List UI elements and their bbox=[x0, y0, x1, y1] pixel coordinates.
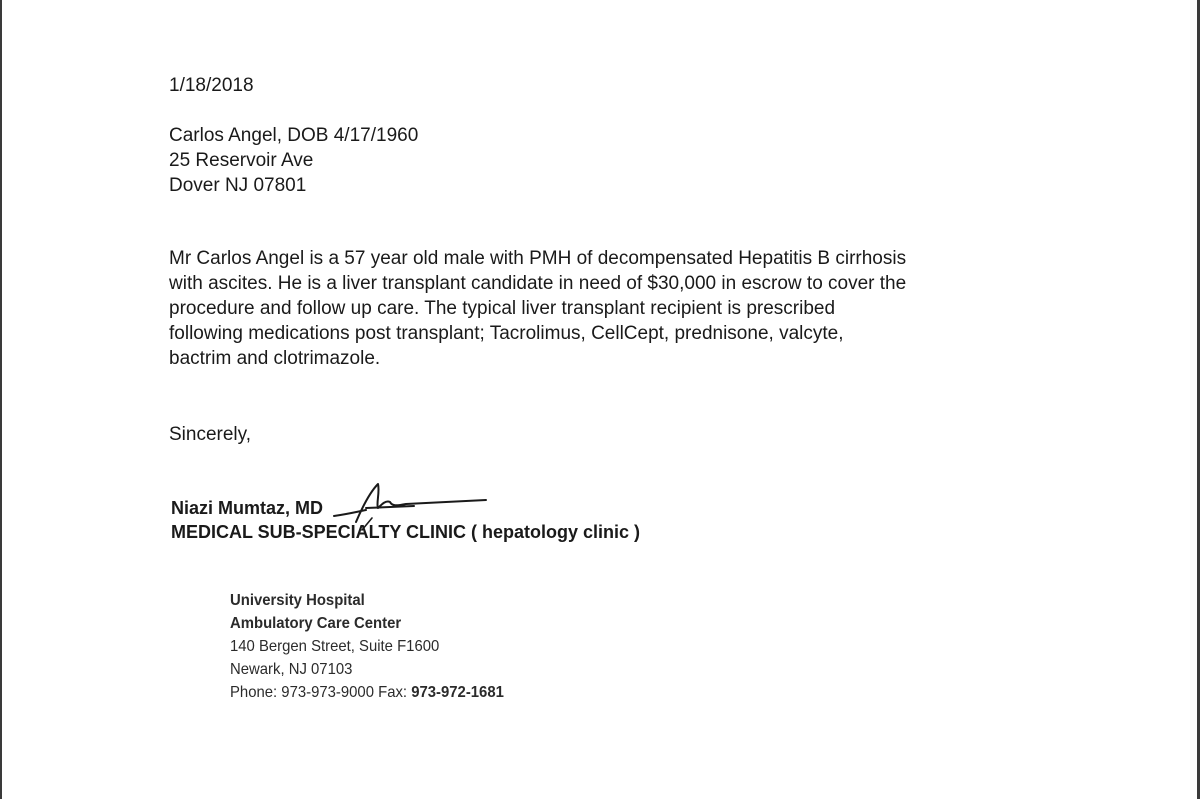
letter-date: 1/18/2018 bbox=[169, 75, 254, 96]
body-line: procedure and follow up care. The typical liver transplant recipient is prescribed bbox=[169, 298, 836, 319]
handwritten-signature-icon bbox=[326, 478, 496, 536]
footer-department: Ambulatory Care Center bbox=[230, 615, 402, 632]
fax-number: 973-972-1681 bbox=[411, 684, 504, 701]
body-line: following medications post transplant; Tacrolimus, CellCept, prednisone, valcyte, bbox=[169, 323, 844, 344]
body-line: bactrim and clotrimazole. bbox=[169, 348, 381, 369]
footer-city: Newark, NJ 07103 bbox=[230, 661, 353, 678]
hospital-footer bbox=[230, 589, 504, 704]
letter-closing: Sincerely, bbox=[169, 424, 252, 445]
recipient-street: 25 Reservoir Ave bbox=[169, 150, 314, 171]
footer-org: University Hospital bbox=[230, 592, 365, 609]
footer-street: 140 Bergen Street, Suite F1600 bbox=[230, 638, 440, 655]
clinic-name: MEDICAL SUB-SPECIALTY CLINIC ( hepatology clinic ) bbox=[171, 522, 641, 542]
footer-contact bbox=[230, 681, 504, 704]
letter-body bbox=[169, 246, 1029, 371]
signer-name: Niazi Mumtaz, MD bbox=[171, 498, 324, 518]
body-line: with ascites. He is a liver transplant candidate in need of $30,000 in escrow to cover the bbox=[169, 273, 907, 294]
scan-edge-left bbox=[0, 0, 2, 799]
recipient-city-line: Dover NJ 07801 bbox=[169, 175, 307, 196]
body-line: Mr Carlos Angel is a 57 year old male with PMH of decompensated Hepatitis B cirrhosis bbox=[169, 248, 907, 269]
phone-label: Phone: bbox=[230, 684, 278, 701]
fax-label: Fax: bbox=[378, 684, 408, 701]
recipient-name-line: Carlos Angel, DOB 4/17/1960 bbox=[169, 125, 419, 146]
phone-number: 973-973-9000 bbox=[281, 684, 374, 701]
recipient-address bbox=[169, 123, 418, 198]
